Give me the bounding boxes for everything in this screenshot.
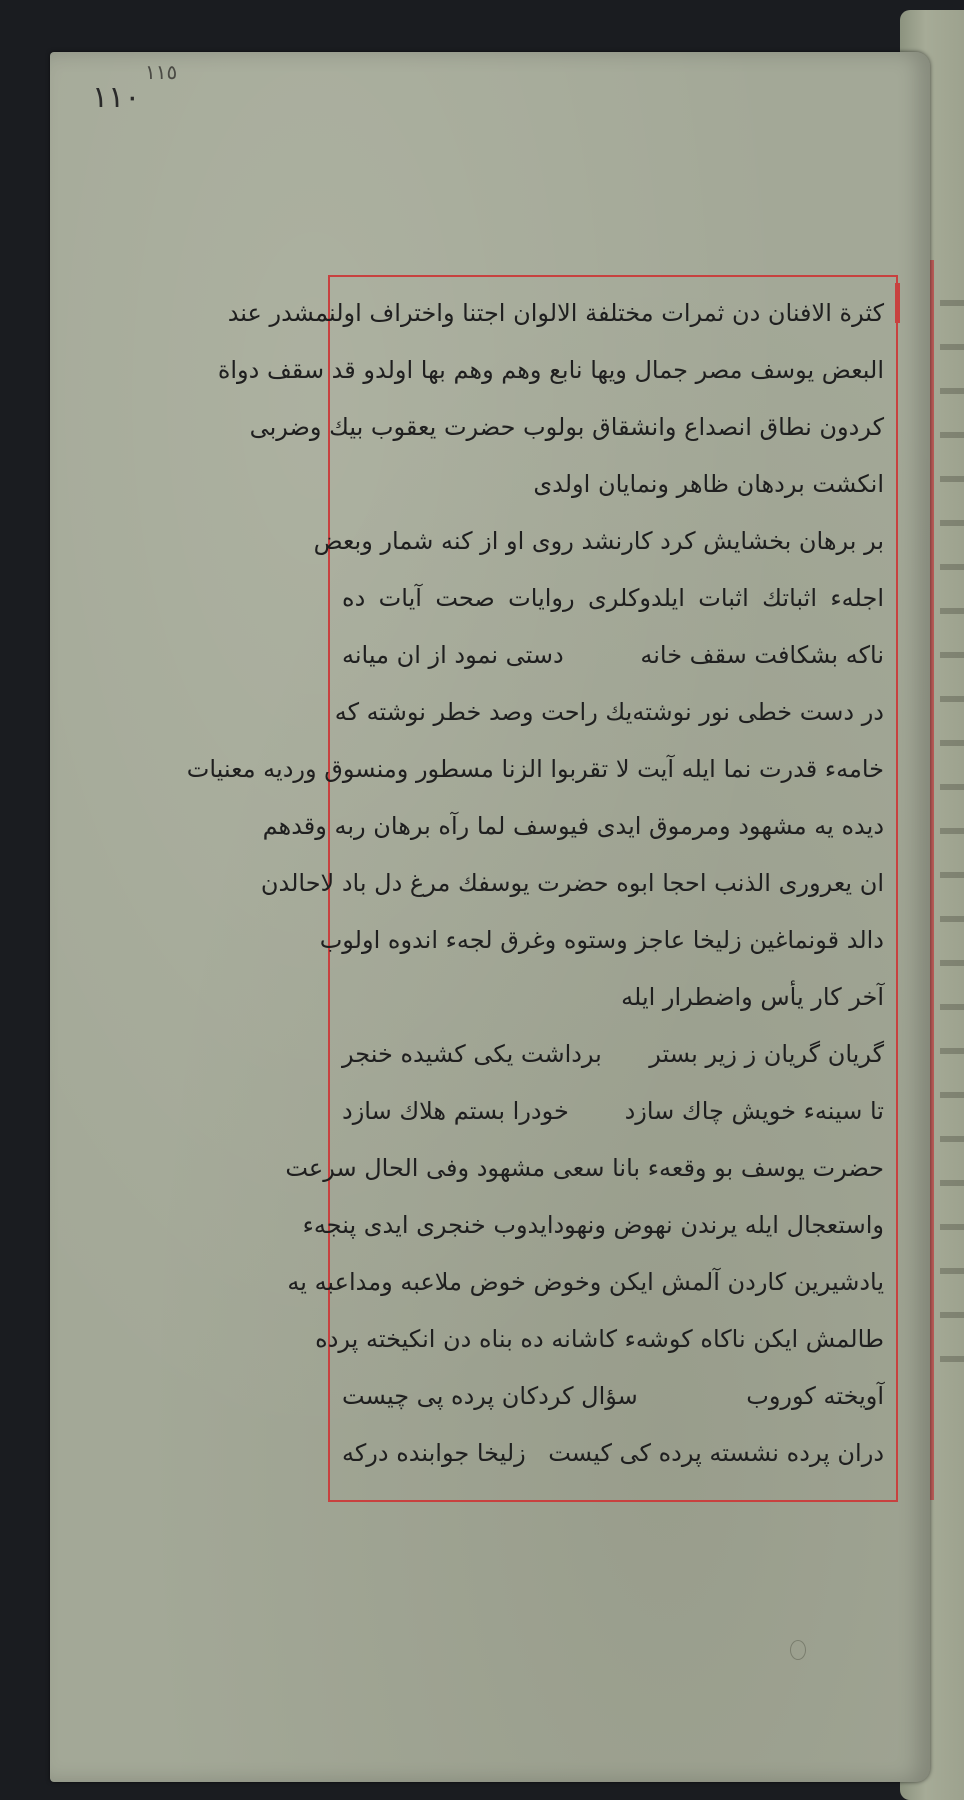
hemistich-right: بر برهان بخشايش كرد كار: [622, 527, 884, 555]
verse-line: [334, 686, 884, 738]
folio-number: ١١٠: [92, 80, 141, 115]
text-line: يادشيرين كاردن آلمش ايكن وخوض خوض ملاعبه ومداعبه يه: [287, 1268, 884, 1296]
hemistich-left: خودرا بستم هلاك سازد: [342, 1097, 569, 1125]
verse-line: [342, 1085, 884, 1137]
text-line: آخر كار يأس واضطرار ايله: [621, 983, 884, 1011]
verse-line: [342, 1028, 884, 1080]
text-line: البعض يوسف مصر جمال ويها نابع وهم وهم بها اولدو قد سقف دواة: [217, 356, 884, 384]
text-line: اجلهء اثباتك اثبات ايلدوكلرى روايات صحت آيات ده: [342, 584, 884, 612]
hemistich-right: تا سينهء خويش چاك سازد: [624, 1097, 884, 1125]
text-line: كردون نطاق انصداع وانشقاق بولوب حضرت يعقوب بيك وضربى: [249, 413, 884, 441]
hemistich-right: در دست خطى نور نوشته: [632, 698, 884, 726]
verse-line: [342, 629, 884, 681]
hemistich-left: دستى نمود از ان ميانه: [342, 641, 564, 669]
text-line: خامهء قدرت نما ايله آيت لا تقربوا الزنا مسطور ومنسوق ورديه معنيات: [186, 755, 884, 783]
hemistich-left: زليخا جوابنده دركه: [342, 1439, 526, 1467]
paper-stain: [790, 1640, 806, 1660]
text-line: انكشت بردهان ظاهر ونمايان اولدى: [533, 470, 884, 498]
hemistich-left: يك راحت وصد خطر نوشته كه: [334, 698, 633, 726]
text-line: ديده يه مشهود ومرموق ايدى فيوسف لما رآه برهان ربه وقدهم: [262, 812, 884, 840]
hemistich-right: ناكه بشكافت سقف خانه: [640, 641, 884, 669]
text-frame: [186, 275, 898, 1502]
verse-line: [342, 1427, 884, 1479]
text-block: [186, 285, 888, 1492]
text-line: كثرة الافنان دن ثمرات مختلفة الالوان اجتنا واختراف اولنمشدر عند: [227, 299, 884, 327]
folio-number-secondary: ١١٥: [145, 60, 178, 84]
hemistich-left: سؤال كردكان پرده پى چيست: [342, 1382, 638, 1410]
underlying-page-text: [940, 300, 964, 1400]
text-line: واستعجال ايله يرندن نهوض ونهودايدوب خنجرى ايدى پنجهء: [302, 1211, 884, 1239]
hemistich-left: نشد روى او از كنه شمار وبعض: [313, 527, 623, 555]
hemistich-right: آويخته كوروب: [746, 1382, 884, 1410]
rubric-mark: [895, 283, 900, 323]
verse-line: [313, 515, 884, 567]
text-line: ان يعرورى الذنب احجا ابوه حضرت يوسفك مرغ دل باد لاحالدن: [260, 869, 884, 897]
text-line: دالد قونماغين زليخا عاجز وستوه وغرق لجهء اندوه اولوب: [319, 926, 884, 954]
hemistich-right: دران پرده نشسته پرده كى كيست: [548, 1439, 884, 1467]
text-line: حضرت يوسف بو وقعهء بانا سعى مشهود وفى الحال سرعت: [285, 1154, 884, 1182]
underlying-page-red-border: [930, 260, 934, 1500]
text-line: طالمش ايكن ناكاه كوشهء كاشانه ده بناه دن انكيخته پرده: [315, 1325, 884, 1353]
verse-line: [342, 1370, 884, 1422]
hemistich-left: برداشت يكى كشيده خنجر: [342, 1040, 602, 1068]
hemistich-right: گريان گريان ز زير بستر: [649, 1040, 884, 1068]
